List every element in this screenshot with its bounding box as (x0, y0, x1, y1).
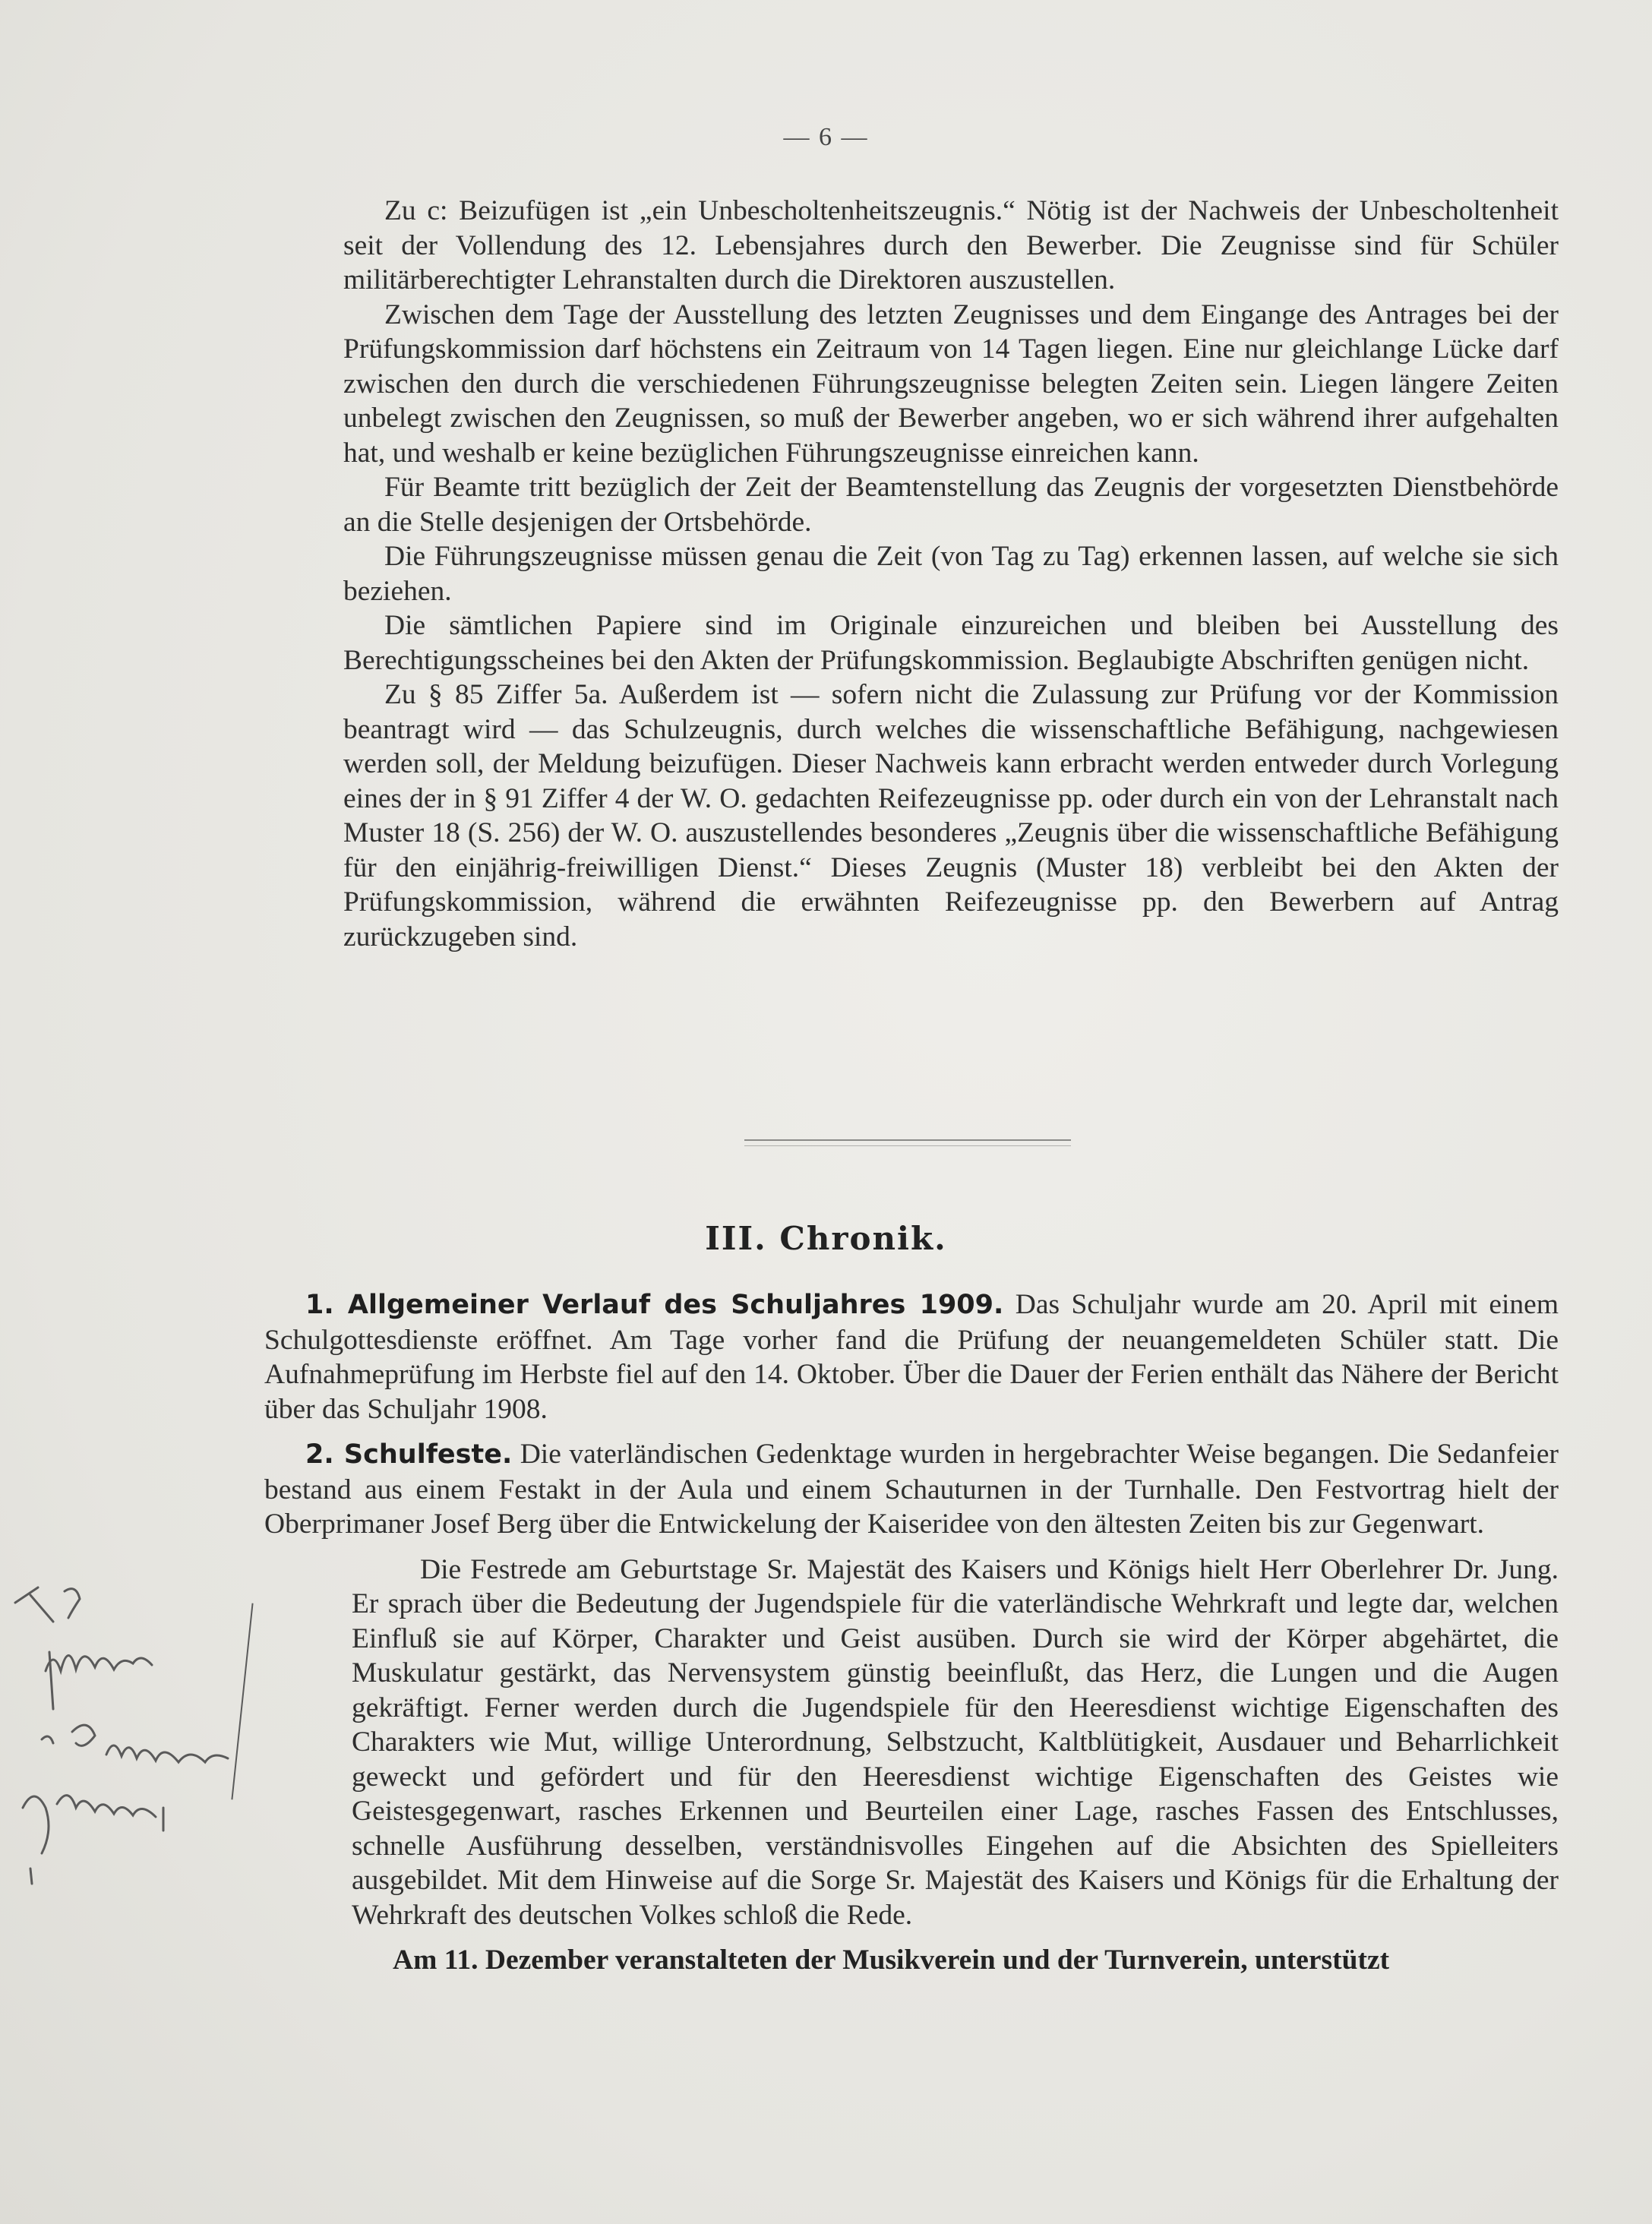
paragraph-text: Die vaterländischen Gedenktage wurden in hergebrachter Weise begangen. Die Sedanfeier bestand aus einem Festakt in der Aula und einem Schauturnen in der Turnhalle. Den Festvortrag hielt der Oberprimaner Josef Berg über die Entwickelung der Kaiseridee von den ältesten Zeiten bis zur Gegenwart. (264, 1439, 1559, 1540)
paragraph-text: Das Schuljahr wurde am 20. April mit einem Schulgottesdienste eröffnet. Am Tage vorher fand die Prüfung der neuangemeldeten Schüler statt. Die Aufnahmeprüfung im Herbste fiel auf den 14. Oktober. Über die Dauer der Ferien enthält das Nähere der Bericht über das Schuljahr 1908. (264, 1289, 1559, 1425)
paragraph: Für Beamte tritt bezüglich der Zeit der Beamtenstellung das Zeugnis der vorgesetzten Dienstbehörde an die Stelle desjenigen der Ortsbehörde. (343, 472, 1559, 538)
section-chronik (264, 1287, 1559, 1978)
paragraph: Die sämtlichen Papiere sind im Originale einzureichen und bleiben bei Ausstellung des Berechtigungsscheines bei den Akten der Prüfungskommission. Beglaubigte Abschriften genügen nicht. (343, 610, 1559, 676)
paragraph: Zwischen dem Tage der Ausstellung des letzten Zeugnisses und dem Eingange des Antrages bei der Prüfungskommission darf höchstens ein Zeitraum von 14 Tagen liegen. Eine nur gleichlange Lücke darf zwischen den durch die verschiedenen Führungszeugnisse belegten Zeiten sein. Liegen längere Zeiten unbelegt zwischen den Zeugnissen, so muß der Bewerber angeben, wo er sich während ihrer aufgehalten hat, und weshalb er keine bezüglichen Führungszeugnisse einreichen kann. (343, 299, 1559, 469)
paragraph: Zu § 85 Ziffer 5a. Außerdem ist — sofern nicht die Zulassung zur Prüfung vor der Kommission beantragt wird — das Schulzeugnis, durch welches die wissenschaftliche Befähigung, nachgewiesen werden soll, der Meldung beizufügen. Dieser Nachweis kann erbracht werden entweder durch Vorlegung eines der in § 91 Ziffer 4 der W. O. gedachten Reifezeugnisse pp. oder durch ein von der Lehranstalt nach Muster 18 (S. 256) der W. O. auszustellendes besonderes „Zeugnis über die wissenschaftliche Befähigung für den einjährig-freiwilligen Dienst.“ Dieses Zeugnis (Muster 18) verbleibt bei den Akten der Prüfungskommission, während die erwähnten Reifezeugnisse pp. den Bewerbern auf Antrag zurückzugeben sind. (343, 679, 1559, 952)
paragraph: Zu c: Beizufügen ist „ein Unbescholtenheitszeugnis.“ Nötig ist der Nachweis der Unbescholtenheit seit der Vollendung des 12. Lebensjahres durch den Bewerber. Die Zeugnisse sind für Schüler militärberechtigter Lehranstalten durch die Direktoren auszustellen. (343, 195, 1559, 295)
section-divider (744, 1139, 1071, 1141)
handwritten-margin-note (0, 1580, 243, 1899)
paragraph-festrede: Die Festrede am Geburtstage Sr. Majestät des Kaisers und Königs hielt Herr Oberlehrer Dr. Jung. Er sprach über die Bedeutung der Jugendspiele für die vaterländische Wehrkraft und legte dar, welchen Einfluß sie auf Körper, Charakter und Geist ausüben. Durch sie wird der Körper abgehärtet, die Muskulatur gestärkt, das Nervensystem günstig beeinflußt, das Herz, die Lungen und die Augen gekräftigt. Ferner werden durch die Jugendspiele für den Heeresdienst wichtige Eigenschaften des Charakters wie Mut, willige Unterordnung, Selbstzucht, Kaltblütigkeit, Ausdauer und Beharrlichkeit geweckt und gefördert und für den Heeresdienst wichtige Eigenschaften des Geistes wie Geistesgegenwart, rasches Erkennen und Beurteilen einer Lage, rasches Fassen des Entschlusses, schnelle Ausführung desselben, verständnisvolles Eingehen auf die Absichten des Spielleiters ausgebildet. Mit dem Hinweise auf die Sorge Sr. Majestät des Kaisers und Königs für die Erhaltung der Wehrkraft des deutschen Volkes schloß die Rede. (352, 1553, 1559, 1931)
section-heading: III. Chronik. (705, 1220, 947, 1257)
section-regulations (343, 194, 1559, 954)
paragraph-december: Am 11. Dezember veranstalteten der Musikverein und der Turnverein, unterstützt (393, 1944, 1390, 1976)
page-number: — 6 — (783, 123, 869, 151)
paragraph: Die Führungszeugnisse müssen genau die Zeit (von Tag zu Tag) erkennen lassen, auf welche sie sich beziehen. (343, 541, 1559, 607)
paragraph-school-year (264, 1287, 1559, 1426)
run-in-heading: 2. Schulfeste. (305, 1439, 513, 1470)
paragraph-school-festivals (264, 1437, 1559, 1542)
section-divider-thin (744, 1145, 1071, 1146)
run-in-heading: 1. Allgemeiner Verlauf des Schuljahres 1909. (305, 1290, 1004, 1320)
